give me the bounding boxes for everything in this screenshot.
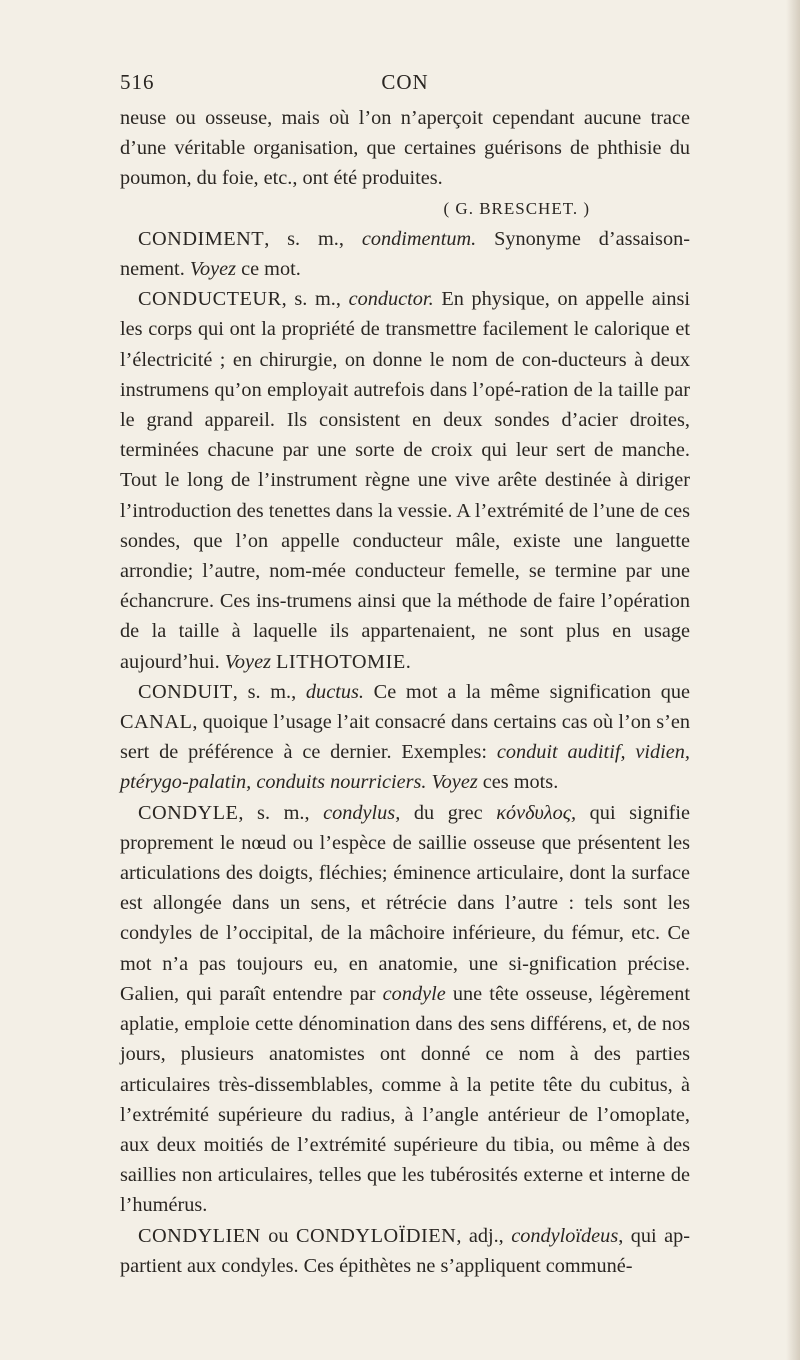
page-edge-shadow [786,0,800,1360]
voyez-ref: Voyez [189,258,237,281]
page-header [120,70,690,95]
latin-term: condyloïdeus [511,1224,619,1247]
latin-term: condylus, [323,801,401,824]
voyez-ref: Voyez [224,650,271,673]
latin-term: condimentum. [361,227,477,250]
entry-conduit: CONDUIT, s. m., ductus. Ce mot a la même signification que CANAL, quoique l’usage l’ait consacré dans certains cas où l’on s’en sert de préférence à ce dernier. Exemples: conduit auditif, vidien, ptérygo-palatin, conduits nourriciers. Voyez ces mots. [120,680,690,794]
page-number: 516 [120,70,155,94]
headword: CONDIMENT [138,227,265,250]
entry-conducteur: CONDUCTEUR, s. m., conductor. En physique, on appelle ainsi les corps qui ont la propriété de transmettre facilement le calorique et l’électricité ; en chirurgie, on donne le nom de con-ducteurs à deux instrumens qu’on employait autrefois dans l’opé-ration de la taille par le grand appareil. Ils consistent en deux sondes d’acier droites, terminées chacune par une sorte de croix qui leur sert de manche. Tout le long de l’instrument règne une vive arête destinée à diriger l’introduction des tenettes dans la vessie. A l’extrémité de l’une de ces sondes, que l’on appelle conducteur mâle, existe une languette arrondie; l’autre, nom-mée conducteur femelle, se termine par une échancrure. Ces ins-trumens ainsi que la méthode de faire l’opération de la taille à laquelle ils appartenaient, ne sont plus en usage aujourd’hui. Voyez LITHOTOMIE. [120,288,690,673]
running-head: CON [381,70,429,94]
latin-term: ductus. [305,680,364,703]
headword: CONDUCTEUR [138,288,282,311]
latin-term: conductor. [348,288,434,311]
author-signature: ( G. BRESCHET. ) [443,198,590,218]
examples: conduit auditif, vidien, ptérygo-palatin, conduits nourriciers. [120,741,690,794]
entry-condyle: CONDYLE, s. m., condylus, du grec κόνδυλος, qui signifie proprement le nœud ou l’espèce de saillie osseuse que présentent les articulations des doigts, fléchies; éminence articulaire, dont la surface est allongée dans un sens, et rétrécie dans l’autre : tels sont les condyles de l’occipital, de la mâchoire inférieure, du fémur, etc. Ce mot n’a pas toujours eu, en anatomie, une si-gnification précise. Galien, qui paraît entendre par condyle une tête osseuse, légèrement aplatie, emploie cette dénomination dans des sens différens, et, de nos jours, plusieurs anatomistes ont donné ce nom à des parties articulaires très-dissemblables, comme à la petite tête du cubitus, à l’extrémité supérieure du radius, à l’angle antérieur de l’omoplate, aux deux moitiés de l’extrémité supérieure du tibia, ou même à des saillies non articulaires, telles que les tubérosités externe et interne de l’humérus. [120,801,691,1217]
headword: CONDUIT [138,680,233,703]
cross-reference: LITHOTOMIE. [276,650,412,673]
cross-reference: CANAL [120,711,193,734]
voyez-ref: Voyez [431,771,478,794]
body-text [120,103,690,1281]
entry-continuation: neuse ou osseuse, mais où l’on n’aperçoit cependant aucune trace d’une véritable organisation, que certaines guérisons de phthisie du poumon, du foie, etc., ont été produites. [120,107,690,190]
variant-headword: CONDYLOÏDIEN [295,1224,457,1247]
entry-condylien: CONDYLIEN ou CONDYLOÏDIEN, adj., condyloïdeus, qui ap-partient aux condyles. Ces épithètes ne s’appliquent communé- [120,1224,690,1277]
headword: CONDYLE [138,801,239,824]
greek-term: κόνδυλος, [496,801,577,824]
entry-condiment: CONDIMENT, s. m., condimentum. Synonyme d’assaison-nement. Voyez ce mot. [120,227,690,281]
term: condyle [382,982,446,1005]
headword: CONDYLIEN [138,1224,261,1247]
